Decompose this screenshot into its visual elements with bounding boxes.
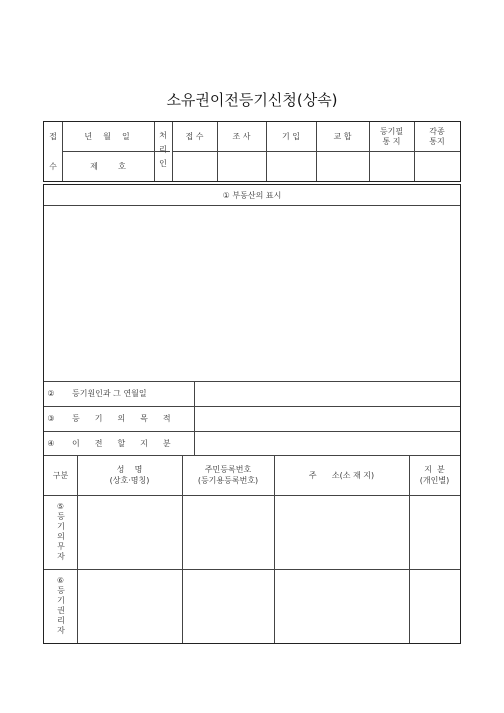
row-cause-date [44,381,194,406]
right-holder-address-field[interactable] [275,570,409,643]
right-holder-share-field[interactable] [410,570,460,643]
row-purpose [44,406,194,431]
receipt-processor-label: 처리인 [158,130,168,173]
receipt-col-entry: 기 입 [282,132,300,141]
group-number: ⑥ [56,576,65,585]
form-title: 소유권이전등기신청(상속) [166,91,338,109]
receipt-col-collate: 교 합 [333,132,352,141]
group-number: ⑤ [56,502,65,511]
obligor-id-field[interactable] [183,496,274,569]
receipt-number-label: 제 호 [90,161,126,171]
application-form [43,184,461,644]
obligor-group-label [44,495,77,569]
row-number: ② [47,389,55,398]
right-holder-name-field[interactable] [78,570,182,643]
parties-header-name: 성 명 (상호·명칭) [109,465,150,485]
parties-header-id-number: 주민등록번호 (등기용등록번호) [197,465,259,485]
group-label: 등기권리자 [56,586,66,636]
purpose-field[interactable] [195,407,460,431]
obligor-name-field[interactable] [78,496,182,569]
right-holder-id-field[interactable] [183,570,274,643]
row-number: ③ [47,414,55,423]
share-field[interactable] [195,432,460,455]
receipt-col-inspect: 조 사 [232,132,251,141]
obligor-share-field[interactable] [410,496,460,569]
row-label: 등기의목적 [72,414,186,423]
row-label: 등기원인과 그 연월일 [72,389,147,398]
receipt-side-top: 접 [49,132,57,141]
group-label: 등기의무자 [56,512,66,562]
obligor-address-field[interactable] [275,496,409,569]
parties-header-category: 구분 [52,470,69,480]
cause-date-field[interactable] [195,382,460,406]
row-label: 이전할지분 [72,438,186,448]
receipt-table [43,121,461,182]
receipt-col-accept: 접 수 [185,132,204,141]
receipt-col-various-notice: 각종 통지 [429,126,445,146]
row-number: ④ [47,438,55,448]
parties-header-address: 주 소(소 재 지) [308,470,375,480]
receipt-col-completion-notice: 등기필 통 지 [379,126,404,146]
receipt-date-label: 년 월 일 [84,132,132,141]
parties-header-share: 지 분 (개인별) [419,465,450,485]
right-holder-group-label [44,569,77,643]
property-section-header: ① 부동산의 표시 [222,190,282,200]
property-description-area[interactable] [44,206,460,381]
receipt-side-bottom: 수 [49,161,57,171]
row-share [44,431,194,455]
